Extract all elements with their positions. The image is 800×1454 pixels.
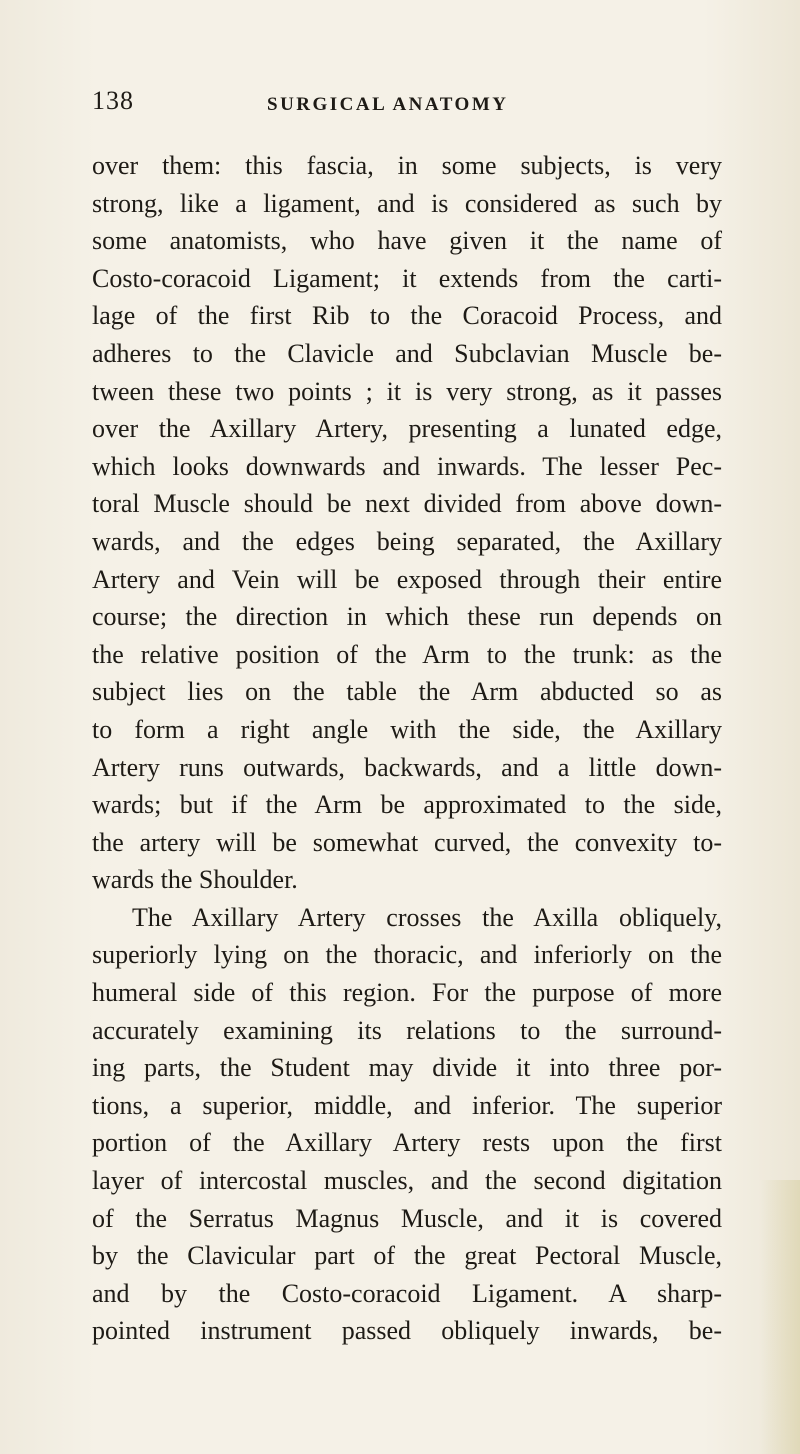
- page-edge-stain: [760, 1180, 800, 1454]
- page-number: 138: [92, 86, 134, 115]
- text-line: Artery runs outwards, backwards, and a little down-: [92, 752, 722, 782]
- text-line: tween these two points ; it is very strong, as it passes: [92, 376, 722, 406]
- text-line: the relative position of the Arm to the trunk: as the: [92, 639, 722, 669]
- text-line: wards, and the edges being separated, the Axillary: [92, 526, 722, 556]
- text-line: of the Serratus Magnus Muscle, and it is covered: [92, 1203, 722, 1233]
- text-line: pointed instrument passed obliquely inwards, be-: [92, 1316, 722, 1346]
- text-line: superiorly lying on the thoracic, and inferiorly on the: [92, 940, 722, 970]
- text-line: by the Clavicular part of the great Pectoral Muscle,: [92, 1241, 722, 1271]
- text-line: lage of the first Rib to the Coracoid Process, and: [92, 301, 722, 331]
- body-text: [92, 147, 722, 1350]
- text-line: over them: this fascia, in some subjects, is very: [92, 151, 722, 180]
- text-line: course; the direction in which these run depends on: [92, 602, 722, 632]
- text-line: the artery will be somewhat curved, the convexity to-: [92, 827, 722, 857]
- text-line: layer of intercostal muscles, and the second digitation: [92, 1166, 722, 1196]
- text-line: Costo-coracoid Ligament; it extends from the carti-: [92, 263, 722, 293]
- paragraph-end-line: wards the Shoulder.: [92, 865, 298, 895]
- text-line: accurately examining its relations to the surround-: [92, 1015, 722, 1045]
- paragraph-start-line: The Axillary Artery crosses the Axilla obliquely,: [132, 902, 722, 932]
- text-line: strong, like a ligament, and is considered as such by: [92, 188, 722, 218]
- text-line: to form a right angle with the side, the Axillary: [92, 714, 722, 744]
- text-line: toral Muscle should be next divided from above down-: [92, 489, 722, 519]
- text-line: humeral side of this region. For the purpose of more: [92, 978, 722, 1008]
- running-title: SURGICAL ANATOMY: [267, 94, 509, 115]
- text-line: tions, a superior, middle, and inferior. The superior: [92, 1090, 722, 1120]
- text-line: over the Axillary Artery, presenting a lunated edge,: [92, 414, 722, 444]
- text-line: Artery and Vein will be exposed through their entire: [92, 564, 722, 594]
- text-line: ing parts, the Student may divide it into three por-: [92, 1053, 722, 1083]
- running-head: [92, 86, 732, 126]
- text-line: which looks downwards and inwards. The lesser Pec-: [92, 451, 722, 481]
- text-line: some anatomists, who have given it the name of: [92, 226, 722, 256]
- text-line: adheres to the Clavicle and Subclavian Muscle be-: [92, 338, 722, 368]
- text-line: portion of the Axillary Artery rests upon the first: [92, 1128, 722, 1158]
- text-line: and by the Costo-coracoid Ligament. A sharp-: [92, 1278, 722, 1308]
- text-line: subject lies on the table the Arm abducted so as: [92, 677, 722, 707]
- text-line: wards; but if the Arm be approximated to the side,: [92, 790, 722, 820]
